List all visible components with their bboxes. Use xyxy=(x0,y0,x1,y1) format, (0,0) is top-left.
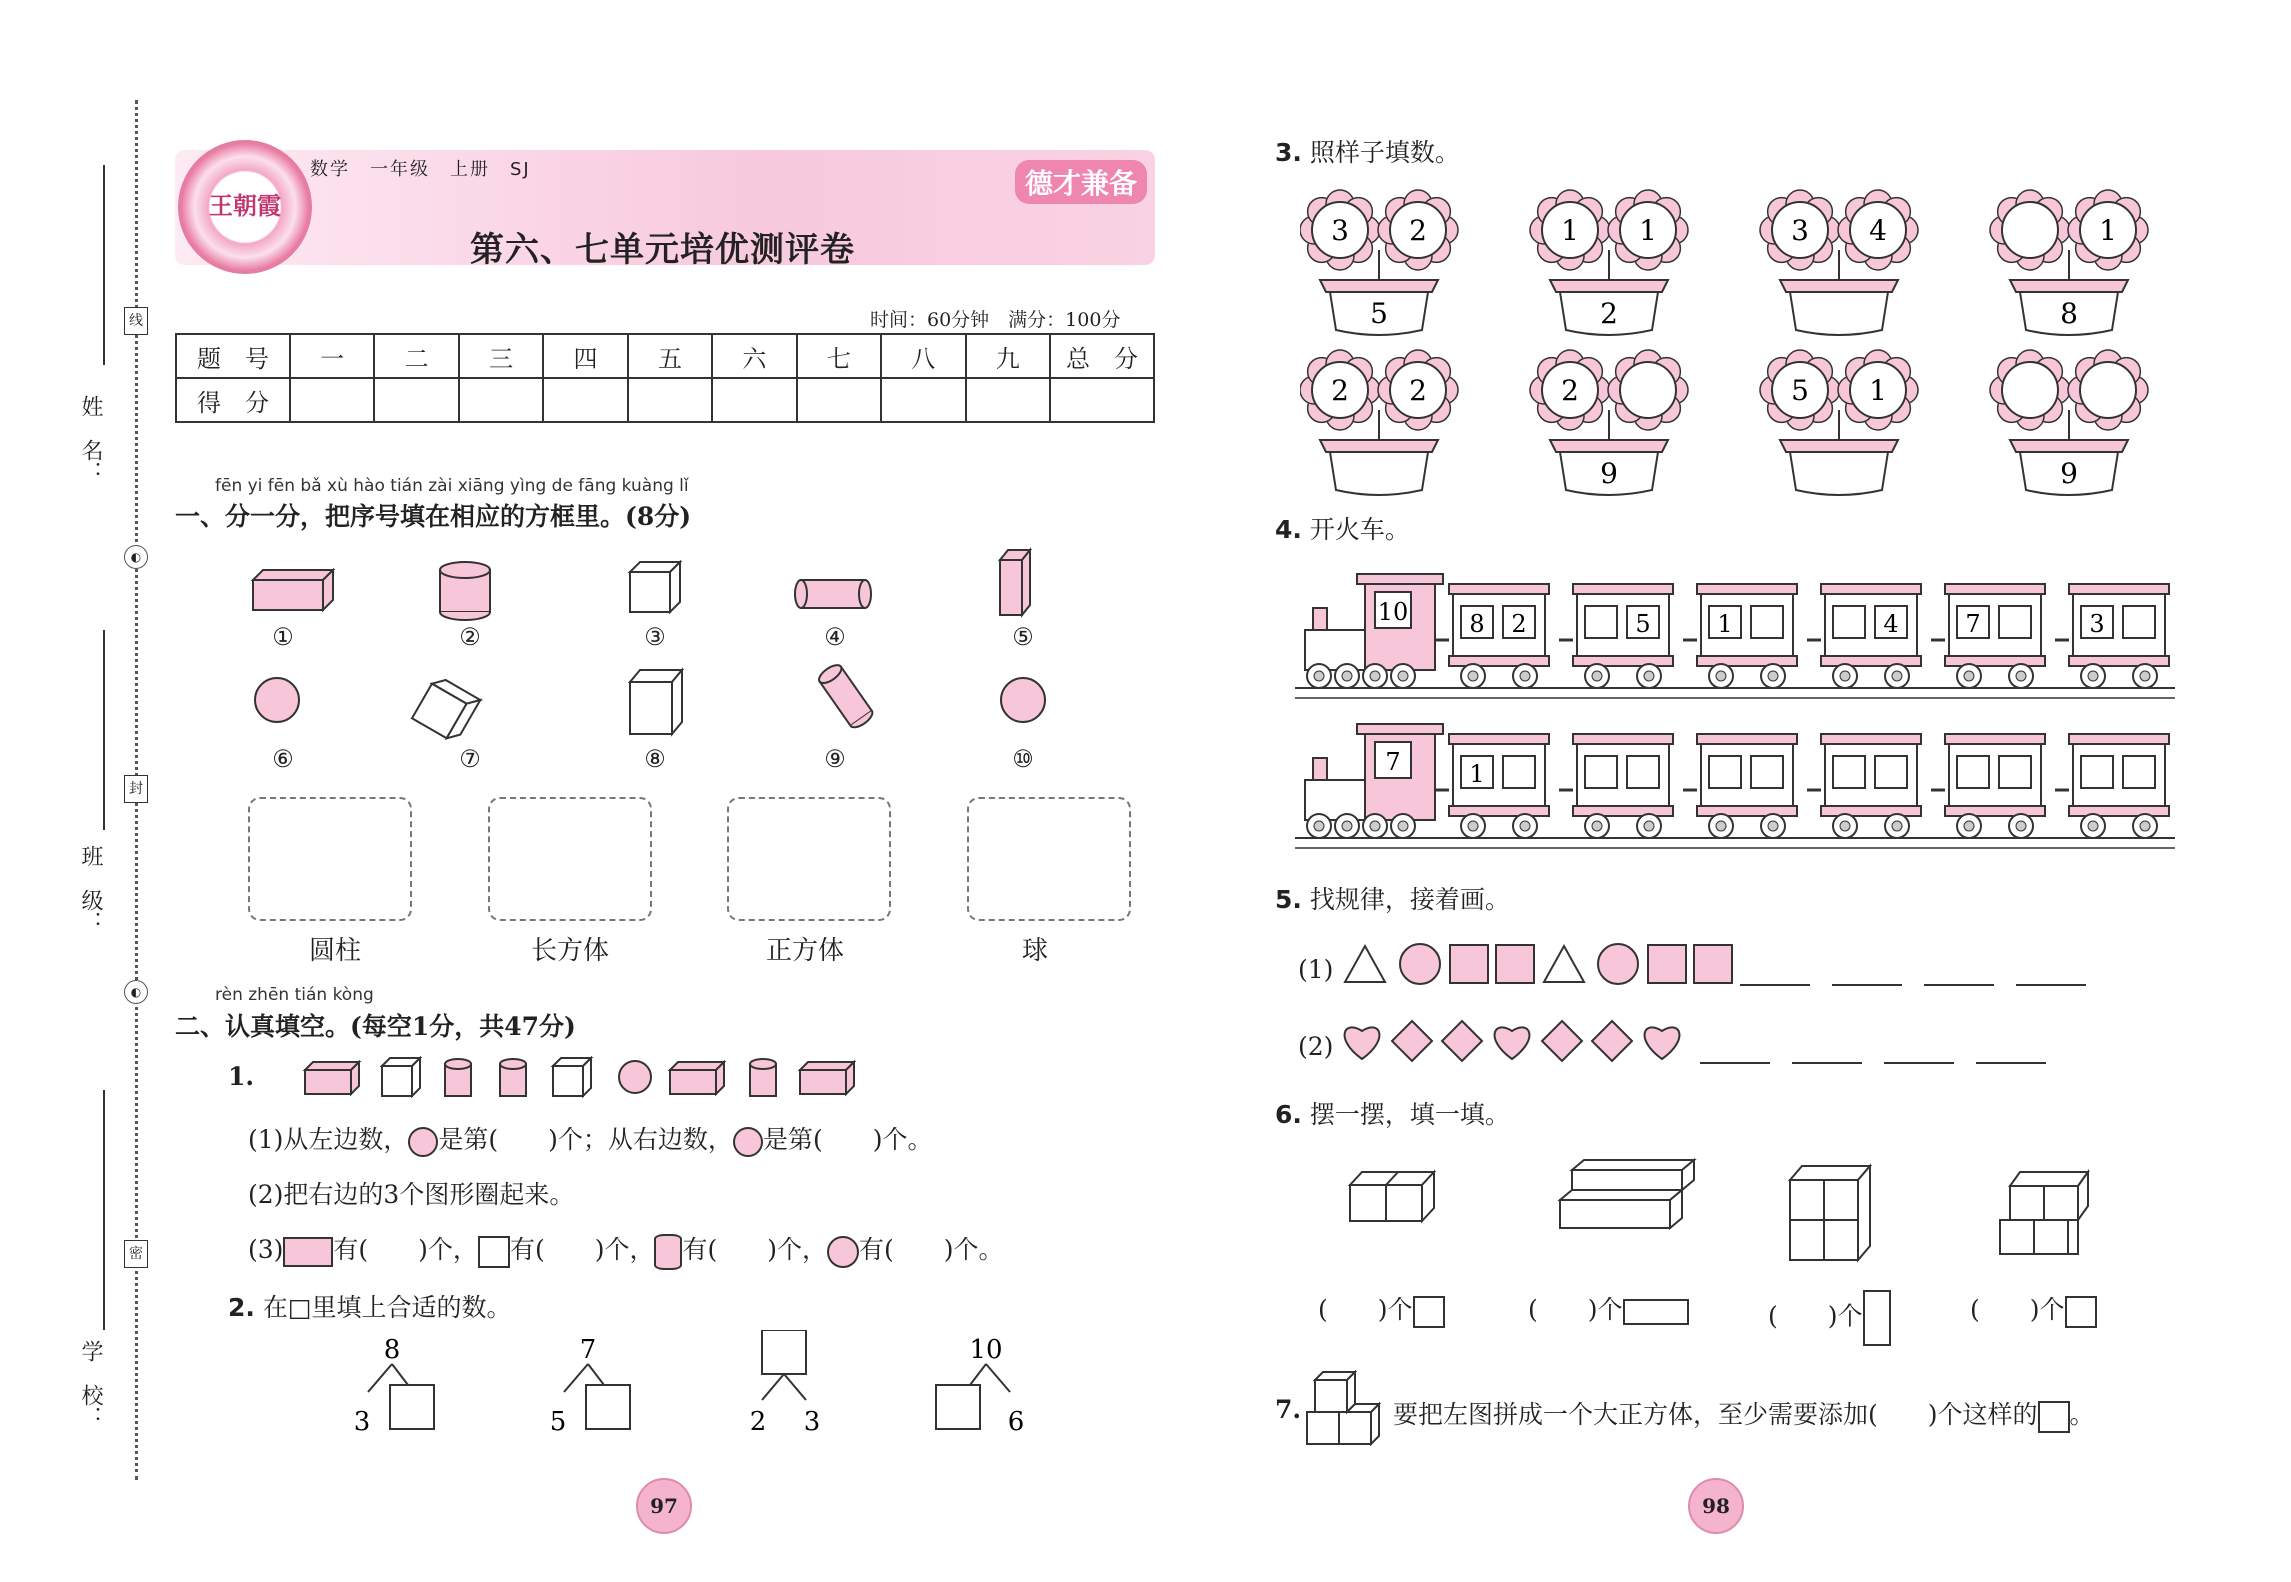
q6-answer-2: ( )个 xyxy=(1528,1290,1689,1326)
answer-box-cuboid[interactable] xyxy=(488,797,652,921)
car-box xyxy=(1585,606,1617,638)
q6-answer-4: ( )个 xyxy=(1970,1290,2097,1328)
pot-rim xyxy=(1320,440,1438,452)
flower-center xyxy=(2080,362,2136,418)
shape-number: ⑩ xyxy=(1012,745,1034,773)
score-value-row xyxy=(176,378,1154,422)
car-box xyxy=(1751,606,1783,638)
block-tall-pair xyxy=(1790,1166,1870,1260)
score-cell[interactable] xyxy=(1050,378,1154,422)
shape-sphere xyxy=(255,678,299,722)
flower-number: 4 xyxy=(1869,214,1887,247)
shape-tilted-cube xyxy=(412,675,480,743)
class-label: 班 级： xyxy=(78,845,103,933)
shape-number: ⑥ xyxy=(272,745,294,773)
car-box xyxy=(1875,756,1907,788)
sphere-icon xyxy=(408,1127,438,1157)
flower-number: 2 xyxy=(1409,214,1427,247)
shape-number: ⑤ xyxy=(1012,623,1034,651)
flower-pot xyxy=(1760,350,1918,495)
score-cell[interactable] xyxy=(628,378,712,422)
car-number: 2 xyxy=(1511,610,1527,638)
block-cube-pair xyxy=(1350,1172,1434,1221)
pot-body xyxy=(1790,452,1888,495)
bond-tree-1 xyxy=(354,1335,434,1437)
square-shape xyxy=(1496,945,1534,983)
category-label: 球 xyxy=(1021,936,1048,966)
flower-pot xyxy=(1760,190,1918,335)
score-col: 题 号 xyxy=(176,334,290,378)
flower-center xyxy=(2002,202,2058,258)
flower-number: 5 xyxy=(1791,374,1809,407)
shape-number: ⑦ xyxy=(459,745,481,773)
train-car xyxy=(1807,734,1921,838)
shape-number: ① xyxy=(272,623,294,651)
shape-cube xyxy=(630,562,680,612)
diamond-shape xyxy=(1542,1021,1582,1061)
cylinder-icon xyxy=(654,1234,682,1270)
category-label: 长方体 xyxy=(530,936,609,966)
flower-number: 2 xyxy=(1561,374,1579,407)
bond-right-box xyxy=(586,1385,630,1429)
binding-hole: ◐ xyxy=(124,980,148,1004)
score-col: 九 xyxy=(966,334,1051,378)
shape-tall-cuboid xyxy=(1000,550,1030,615)
q6-blocks xyxy=(1340,1150,2140,1270)
pot-rim xyxy=(1780,440,1898,452)
flower-pot xyxy=(1990,350,2148,495)
score-cell[interactable] xyxy=(290,378,374,422)
q5-1-pattern xyxy=(1340,940,2140,1000)
triangle-shape xyxy=(1345,946,1385,982)
pot-number: 8 xyxy=(2060,297,2078,330)
flower-number: 3 xyxy=(1331,214,1349,247)
flower-number: 1 xyxy=(2099,214,2117,247)
train-car xyxy=(1435,584,1549,688)
row-cuboid xyxy=(670,1062,724,1094)
square-shape xyxy=(1648,945,1686,983)
seal-feng: 封 xyxy=(124,775,148,803)
q4-title: 4. 开火车。 xyxy=(1275,515,1410,544)
train-car xyxy=(1807,584,1921,688)
pot-rim xyxy=(1550,440,1668,452)
flower-center xyxy=(2002,362,2058,418)
bond-tree-3 xyxy=(750,1330,821,1437)
flower-number: 3 xyxy=(1791,214,1809,247)
train-car xyxy=(1559,584,1673,688)
car-number: 5 xyxy=(1635,610,1651,638)
shape-cuboid-white xyxy=(630,670,682,734)
score-label: 得 分 xyxy=(176,378,290,422)
heart-shape xyxy=(1345,1027,1380,1059)
train xyxy=(1295,574,2175,698)
bond-right: 6 xyxy=(1007,1407,1025,1437)
school-label: 学 校： xyxy=(78,1340,103,1428)
car-box xyxy=(2123,606,2155,638)
pot-number: 5 xyxy=(1370,297,1388,330)
q6-answer-3: ( )个 xyxy=(1768,1290,1891,1346)
seal-mi: 密 xyxy=(124,1240,148,1268)
bond-top: 7 xyxy=(579,1335,597,1365)
car-box xyxy=(1751,756,1783,788)
diamond-shape xyxy=(1592,1021,1632,1061)
q3-title: 3. 照样子填数。 xyxy=(1275,138,1460,167)
answer-box-cylinder[interactable] xyxy=(248,797,412,921)
pot-rim xyxy=(2010,280,2128,292)
answer-box-sphere[interactable] xyxy=(967,797,1131,921)
row-cube xyxy=(382,1058,420,1096)
q3-flower-pots xyxy=(1300,180,2200,500)
score-header-row xyxy=(176,334,1154,378)
score-table xyxy=(175,333,1155,423)
score-col: 总 分 xyxy=(1050,334,1154,378)
flower-number: 1 xyxy=(1561,214,1579,247)
train-car xyxy=(1683,734,1797,838)
time-info: 时间：60分钟 满分：100分 xyxy=(870,309,1121,331)
seal-xian: 线 xyxy=(124,307,148,335)
answer-box-cube[interactable] xyxy=(727,797,891,921)
train-car xyxy=(1559,734,1673,838)
q5-2-label: (2) xyxy=(1298,1032,1334,1061)
bond-tree-2 xyxy=(550,1335,630,1437)
train-car xyxy=(1931,584,2045,688)
diamond-shape xyxy=(1392,1021,1432,1061)
cube-icon xyxy=(478,1236,510,1268)
bond-left: 3 xyxy=(353,1407,371,1437)
car-number: 7 xyxy=(1965,610,1981,638)
car-box xyxy=(1957,756,1989,788)
score-cell[interactable] xyxy=(881,378,965,422)
train-car xyxy=(2055,584,2169,688)
car-number: 4 xyxy=(1883,610,1899,638)
bond-left: 5 xyxy=(549,1407,567,1437)
section1-shapes xyxy=(175,540,1075,820)
row-cylinder xyxy=(500,1059,526,1096)
pot-body xyxy=(1330,452,1428,495)
train-engine xyxy=(1305,574,1443,688)
pot-rim xyxy=(1550,280,1668,292)
score-col: 七 xyxy=(797,334,881,378)
shape-number: ⑧ xyxy=(644,745,666,773)
pot-rim xyxy=(2010,440,2128,452)
engine-number: 7 xyxy=(1385,748,1401,776)
heart-shape xyxy=(1645,1027,1680,1059)
q5-2-pattern xyxy=(1340,1015,2140,1075)
shape-number: ② xyxy=(459,623,481,651)
score-col: 六 xyxy=(712,334,796,378)
binding-hole: ◐ xyxy=(124,545,148,569)
q7-text: 要把左图拼成一个大正方体，至少需要添加( )个这样的 。 xyxy=(1393,1395,2095,1433)
q1-line3: (3) 有( )个， 有( )个， 有( )个， 有( )个。 xyxy=(248,1230,1003,1270)
flower-pot xyxy=(1300,350,1458,495)
engine-number: 10 xyxy=(1377,598,1409,626)
shape-number: ④ xyxy=(824,623,846,651)
cube-icon xyxy=(1413,1296,1445,1328)
subject-line: 数学 一年级 上册 SJ xyxy=(310,159,531,180)
square-shape xyxy=(1450,945,1488,983)
q7-block-figure xyxy=(1303,1370,1383,1450)
q5-1-label: (1) xyxy=(1298,955,1334,984)
brand-logo: 王朝霞 xyxy=(178,140,312,274)
pot-number: 2 xyxy=(1600,297,1618,330)
heart-shape xyxy=(1495,1027,1530,1059)
page-number-left: 97 xyxy=(636,1478,692,1534)
q1-line1: (1)从左边数， 是第( )个；从右边数， 是第( )个。 xyxy=(248,1120,932,1157)
bond-tree-4 xyxy=(936,1335,1024,1437)
motto-badge: 德才兼备 xyxy=(1015,160,1147,204)
flower-pot xyxy=(1530,350,1688,495)
q5-title: 5. 找规律，接着画。 xyxy=(1275,885,1510,914)
row-cylinder xyxy=(750,1059,776,1096)
triangle-shape xyxy=(1544,946,1584,982)
diamond-shape xyxy=(1442,1021,1482,1061)
car-box xyxy=(2081,756,2113,788)
section2-pinyin: rèn zhēn tián kòng xyxy=(215,985,374,1005)
row-cube xyxy=(553,1058,591,1096)
block-cube-stack xyxy=(2000,1172,2088,1254)
score-col: 八 xyxy=(881,334,965,378)
circle-shape xyxy=(1598,944,1638,984)
category-label: 正方体 xyxy=(765,936,844,966)
pot-number: 9 xyxy=(1600,457,1618,490)
cuboid-icon xyxy=(283,1237,333,1267)
flower-center xyxy=(1620,362,1676,418)
car-box xyxy=(1709,756,1741,788)
car-number: 8 xyxy=(1469,610,1485,638)
page-title: 第六、七单元培优测评卷 xyxy=(470,230,855,270)
shape-number: ⑨ xyxy=(824,745,846,773)
car-box xyxy=(1999,756,2031,788)
car-number: 1 xyxy=(1469,760,1485,788)
q1-line2: (2)把右边的3个图形圈起来。 xyxy=(248,1180,575,1209)
train-car xyxy=(1435,734,1549,838)
school-line xyxy=(103,1090,105,1330)
score-col: 五 xyxy=(628,334,712,378)
flower-number: 1 xyxy=(1869,374,1887,407)
section1-title: 一、分一分，把序号填在相应的方框里。(8分) xyxy=(175,502,692,531)
q2-number-bonds xyxy=(330,1330,1090,1460)
bond-left-box xyxy=(936,1385,980,1429)
row-cuboid xyxy=(800,1062,854,1094)
row-cylinder xyxy=(445,1059,471,1096)
shape-cylinder-horizontal xyxy=(795,580,871,608)
name-line xyxy=(103,165,105,365)
class-line xyxy=(103,630,105,830)
car-box xyxy=(1585,756,1617,788)
block-cuboid-stack xyxy=(1560,1160,1694,1228)
car-box xyxy=(1833,606,1865,638)
sphere-icon xyxy=(733,1127,763,1157)
train-car xyxy=(1931,734,2045,838)
score-cell[interactable] xyxy=(543,378,627,422)
flower-number: 2 xyxy=(1331,374,1349,407)
row-cuboid xyxy=(305,1062,359,1094)
q6-title: 6. 摆一摆，填一填。 xyxy=(1275,1100,1510,1129)
train-car xyxy=(1683,584,1797,688)
flower-number: 1 xyxy=(1639,214,1657,247)
bond-top: 10 xyxy=(969,1335,1003,1365)
shape-number: ③ xyxy=(644,623,666,651)
train xyxy=(1295,724,2175,848)
q7-label: 7. xyxy=(1275,1395,1302,1424)
score-col: 二 xyxy=(374,334,458,378)
section2-title: 二、认真填空。(每空1分，共47分) xyxy=(175,1012,576,1041)
car-box xyxy=(1627,756,1659,788)
score-cell[interactable] xyxy=(374,378,458,422)
flower-number: 2 xyxy=(1409,374,1427,407)
shape-sphere xyxy=(1001,678,1045,722)
pot-rim xyxy=(1320,280,1438,292)
train-car xyxy=(2055,734,2169,838)
flower-pot xyxy=(1530,190,1688,335)
flower-pot xyxy=(1990,190,2148,335)
name-label: 姓 名： xyxy=(78,395,103,483)
bond-top: 8 xyxy=(383,1335,401,1365)
score-cell[interactable] xyxy=(797,378,881,422)
bond-left: 2 xyxy=(749,1407,767,1437)
cuboid-icon xyxy=(1623,1299,1689,1325)
shape-cylinder-tilted xyxy=(816,662,875,731)
q2-title: 2. 在□里填上合适的数。 xyxy=(228,1293,512,1322)
sphere-icon xyxy=(827,1236,859,1268)
score-cell[interactable] xyxy=(966,378,1051,422)
q4-trains xyxy=(1295,570,2175,860)
row-sphere xyxy=(619,1061,651,1093)
score-cell[interactable] xyxy=(459,378,543,422)
pot-body xyxy=(1790,292,1888,335)
score-col: 三 xyxy=(459,334,543,378)
car-box xyxy=(2123,756,2155,788)
section1-pinyin: fēn yi fēn bǎ xù hào tián zài xiāng yìng de fāng kuàng lǐ xyxy=(215,476,689,496)
score-cell[interactable] xyxy=(712,378,796,422)
pot-rim xyxy=(1780,280,1898,292)
q6-answer-1: ( )个 xyxy=(1318,1290,1445,1328)
pot-number: 9 xyxy=(2060,457,2078,490)
bond-right-box xyxy=(390,1385,434,1429)
cube-icon xyxy=(2065,1296,2097,1328)
bond-right: 3 xyxy=(803,1407,821,1437)
square-shape xyxy=(1694,945,1732,983)
car-box xyxy=(1503,756,1535,788)
shape-cuboid xyxy=(253,570,333,610)
score-col: 一 xyxy=(290,334,374,378)
q1-shape-row xyxy=(300,1052,860,1102)
car-box xyxy=(1833,756,1865,788)
q1-label: 1. xyxy=(228,1062,255,1091)
score-col: 四 xyxy=(543,334,627,378)
train-engine xyxy=(1305,724,1443,838)
car-number: 3 xyxy=(2089,610,2105,638)
flower-pot xyxy=(1300,190,1458,335)
shape-cylinder xyxy=(440,562,490,620)
tall-cuboid-icon xyxy=(1863,1290,1891,1346)
bond-top-box xyxy=(762,1330,806,1374)
circle-shape xyxy=(1400,944,1440,984)
category-label: 圆柱 xyxy=(308,936,361,966)
cube-icon xyxy=(2038,1401,2070,1433)
car-box xyxy=(1999,606,2031,638)
car-number: 1 xyxy=(1717,610,1733,638)
page-number-right: 98 xyxy=(1688,1478,1744,1534)
